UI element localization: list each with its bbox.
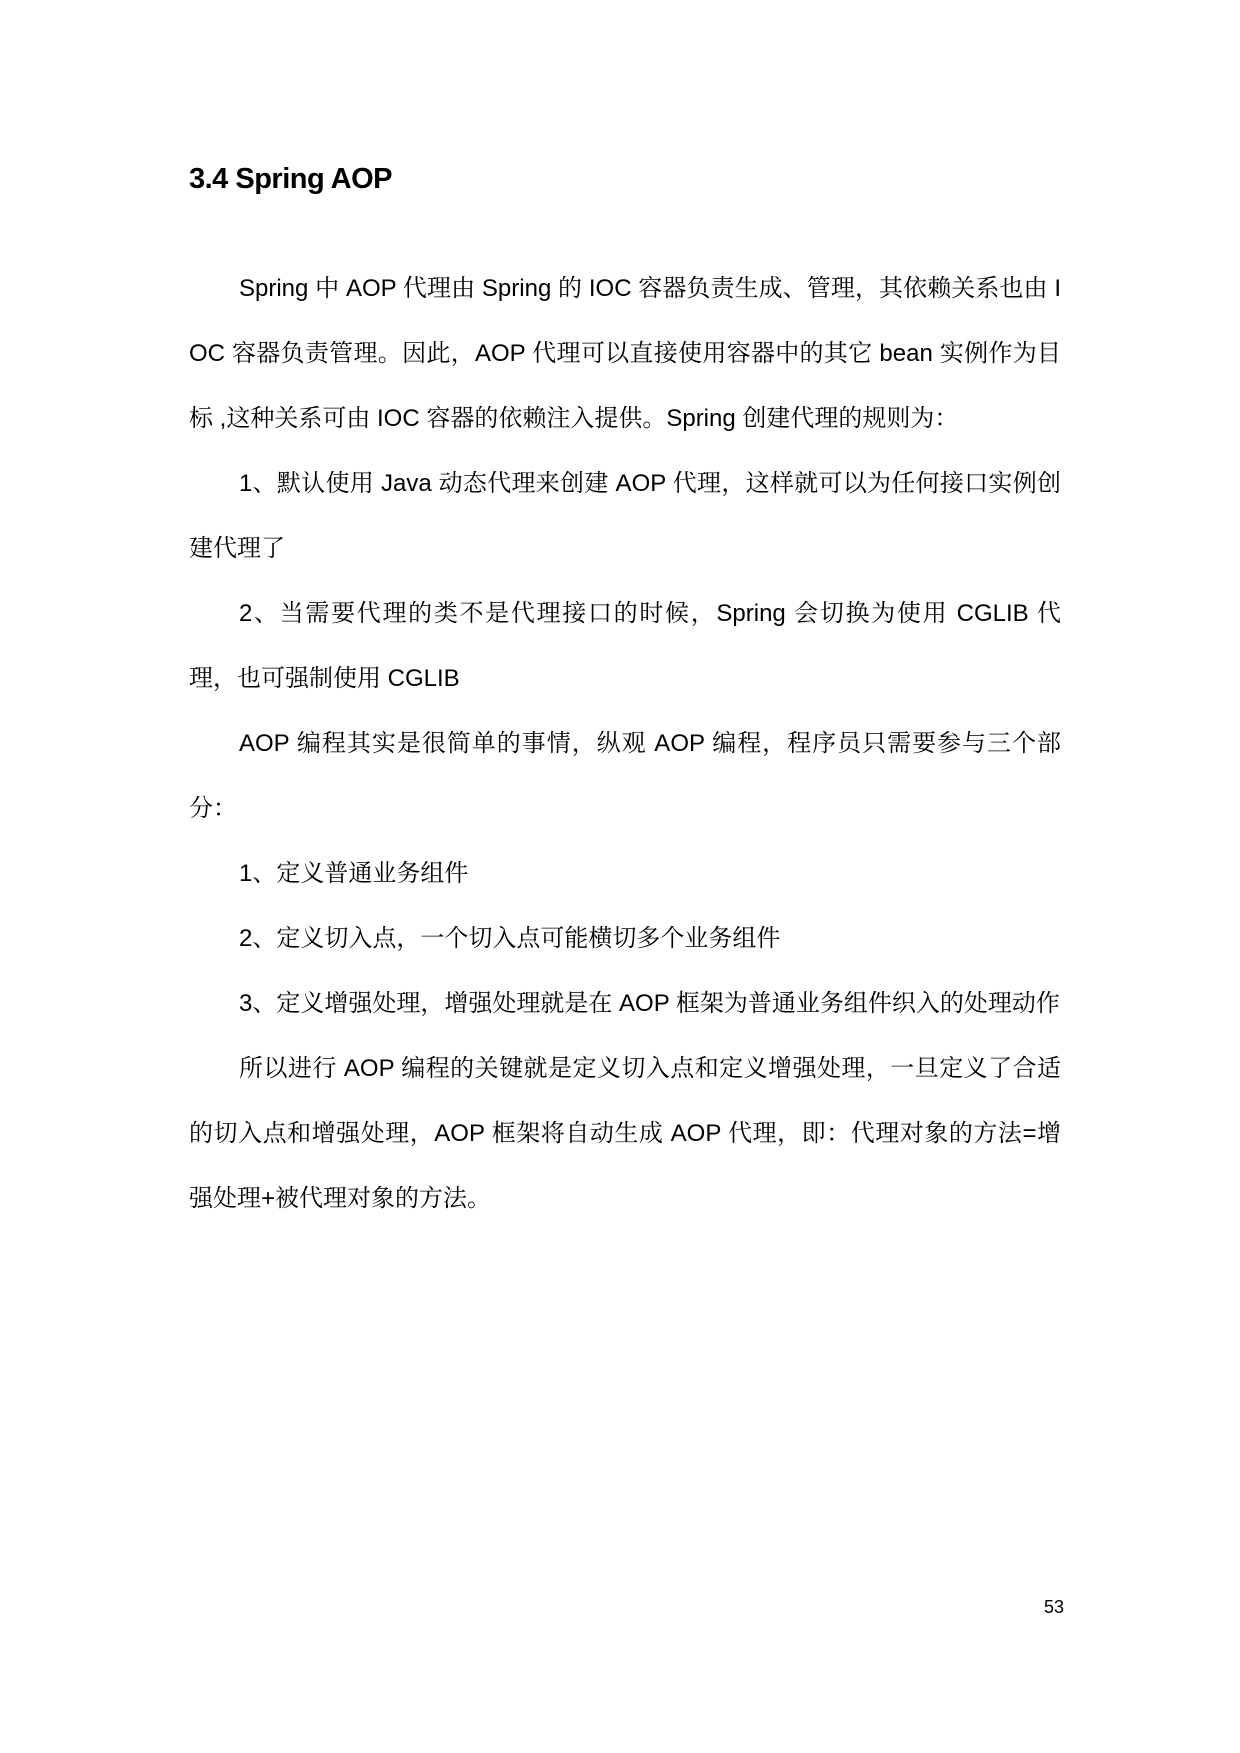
- page-number: 53: [1043, 1597, 1065, 1617]
- paragraph-intro: Spring 中 AOP 代理由 Spring 的 IOC 容器负责生成、管理，其依赖关系也由 IOC 容器负责管理。因此，AOP 代理可以直接使用容器中的其它 bean 实例作为目标 ,这种关系可由 IOC 容器的依赖注入提供。Spring 创建代理的规则为：: [189, 275, 1061, 432]
- body-text: [189, 256, 1061, 1231]
- paragraph-conclusion: 所以进行 AOP 编程的关键就是定义切入点和定义增强处理，一旦定义了合适的切入点和增强处理，AOP 框架将自动生成 AOP 代理，即：代理对象的方法=增强处理+被代理对象的方法。: [189, 1055, 1061, 1212]
- list-item-part-3: 3、定义增强处理，增强处理就是在 AOP 框架为普通业务组件织入的处理动作: [239, 990, 1060, 1017]
- list-item-part-2: 2、定义切入点，一个切入点可能横切多个业务组件: [239, 925, 781, 952]
- list-item-rule-1: 1、默认使用 Java 动态代理来创建 AOP 代理，这样就可以为任何接口实例创建代理了: [189, 470, 1061, 562]
- section-heading: 3.4 Spring AOP: [189, 163, 393, 195]
- list-item-rule-2: 2、当需要代理的类不是代理接口的时候，Spring 会切换为使用 CGLIB 代理，也可强制使用 CGLIB: [189, 600, 1061, 692]
- list-item-part-1: 1、定义普通业务组件: [239, 860, 469, 887]
- paragraph-aop-programming: AOP 编程其实是很简单的事情，纵观 AOP 编程，程序员只需要参与三个部分：: [189, 730, 1061, 822]
